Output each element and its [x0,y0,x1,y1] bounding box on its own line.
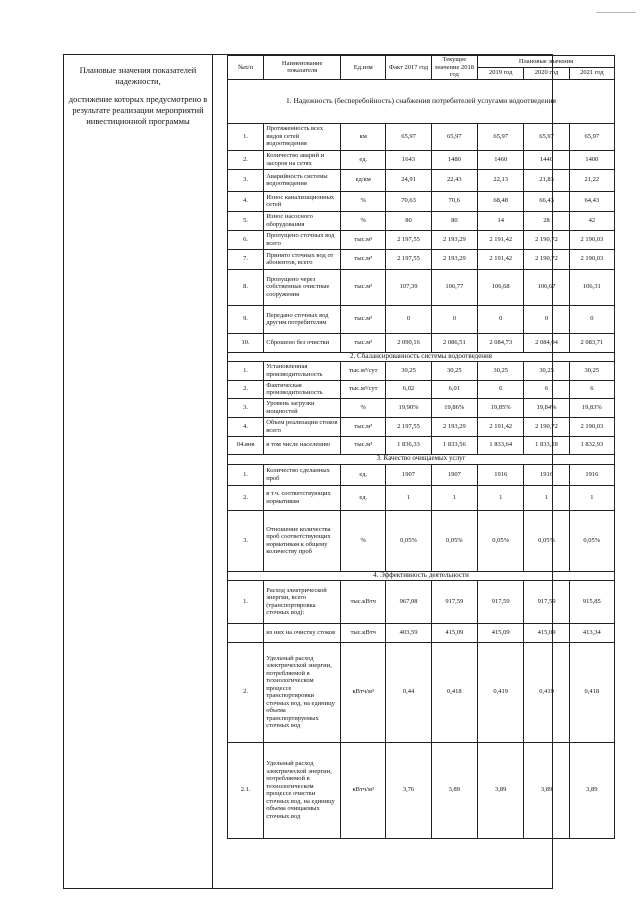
unit-cell: тыс.м³/сут [341,380,386,398]
value-plan-2020-cell: 66,43 [524,191,569,211]
value-plan-2019-cell: 30,25 [478,361,524,380]
value-current-2018-cell: 0,05% [431,510,477,571]
row-number-cell: 1. [228,464,264,485]
value-plan-2020-cell: 0,419 [524,642,569,742]
row-number-cell: 8. [228,269,264,305]
value-current-2018-cell: 106,77 [431,269,477,305]
section-header: 3. Качество очищаемых услуг [228,454,615,464]
value-plan-2020-cell: 19,84% [524,398,569,417]
value-plan-2020-cell: 30,25 [524,361,569,380]
value-fact-2017-cell: 0 [386,305,431,333]
row-number-cell: 5. [228,211,264,230]
indicator-name-cell: в т.ч. соответствующих нормативам [264,485,341,510]
table-row [228,123,615,150]
unit-cell: ед. [341,150,386,169]
unit-cell: тыс.м³ [341,436,386,454]
unit-cell: тыс.м³ [341,333,386,352]
indicator-name-cell: Объем реализации стоков всего [264,417,341,436]
section-header: 4. Эффективность деятельности [228,571,615,580]
value-current-2018-cell: 0,418 [431,642,477,742]
value-fact-2017-cell: 3,76 [386,742,431,838]
value-plan-2020-cell: 1 833,28 [524,436,569,454]
unit-cell: тыс.м³ [341,417,386,436]
value-plan-2019-cell: 106,68 [478,269,524,305]
value-current-2018-cell: 6,01 [431,380,477,398]
indicator-name-cell: Принято сточных вод от абонентов, всего [264,249,341,269]
value-current-2018-cell: 70,6 [431,191,477,211]
indicator-name-cell: Удельный расход электрической энергии, потребляемой в технологическом процессе очистки сточных вод, на единицу объема очищаемых сточных вод [264,742,341,838]
value-plan-2020-cell: 65,97 [524,123,569,150]
value-current-2018-cell: 1480 [431,150,477,169]
table-row [228,623,615,642]
value-plan-2021-cell: 0 [569,305,614,333]
indicator-name-cell: Расход электрической энергии, всего (транспортировка сточных вод): [264,580,341,623]
row-number-cell: 1. [228,580,264,623]
header-planned: Плановые значения [478,56,615,68]
value-plan-2021-cell: 30,25 [569,361,614,380]
row-number-cell: 2. [228,380,264,398]
value-plan-2020-cell: 1916 [524,464,569,485]
value-plan-2021-cell: 1 [569,485,614,510]
value-current-2018-cell: 415,09 [431,623,477,642]
row-number-cell: 3. [228,398,264,417]
indicator-name-cell: Уровень загрузки мощностей [264,398,341,417]
header-year-2021: 2021 год [569,67,614,79]
value-plan-2019-cell: 65,97 [478,123,524,150]
left-text-title: Плановые значения показателей надежности, [79,65,197,86]
document-sheet [63,54,604,889]
value-plan-2021-cell: 65,97 [569,123,614,150]
row-number-cell: 7. [228,249,264,269]
value-fact-2017-cell: 80 [386,211,431,230]
value-fact-2017-cell: 967,08 [386,580,431,623]
value-current-2018-cell: 2 086,51 [431,333,477,352]
table-row [228,230,615,249]
value-plan-2019-cell: 1 [478,485,524,510]
unit-cell: ед/км [341,169,386,191]
indicator-name-cell: Протяженность всех видов сетей водоотведения [264,123,341,150]
row-number-cell: 1. [228,123,264,150]
value-fact-2017-cell: 65,97 [386,123,431,150]
header-fact: Факт 2017 год [386,56,431,80]
value-plan-2021-cell: 19,83% [569,398,614,417]
value-plan-2021-cell: 2 190,03 [569,417,614,436]
row-number-cell: 2. [228,485,264,510]
value-plan-2020-cell: 2 084,04 [524,333,569,352]
table-row [228,436,615,454]
value-current-2018-cell: 0 [431,305,477,333]
row-number-cell: 2. [228,642,264,742]
header-unit: Ед.изм [341,56,386,80]
value-current-2018-cell: 65,97 [431,123,477,150]
value-fact-2017-cell: 0,44 [386,642,431,742]
value-plan-2020-cell: 6 [524,380,569,398]
value-plan-2020-cell: 21,83 [524,169,569,191]
value-fact-2017-cell: 0,05% [386,510,431,571]
value-plan-2019-cell: 0 [478,305,524,333]
indicator-name-cell: Износ канализационных сетей [264,191,341,211]
unit-cell: тыс.м³ [341,305,386,333]
value-plan-2020-cell: 2 190,72 [524,230,569,249]
value-plan-2020-cell: 917,59 [524,580,569,623]
value-plan-2021-cell: 1916 [569,464,614,485]
value-current-2018-cell: 2 193,29 [431,230,477,249]
value-plan-2020-cell: 106,67 [524,269,569,305]
value-plan-2021-cell: 3,89 [569,742,614,838]
value-fact-2017-cell: 1 [386,485,431,510]
row-number-cell: 3. [228,169,264,191]
unit-cell: тыс.кВтч [341,623,386,642]
table-row [228,485,615,510]
value-plan-2019-cell: 68,48 [478,191,524,211]
value-fact-2017-cell: 6,02 [386,380,431,398]
value-fact-2017-cell: 30,25 [386,361,431,380]
value-fact-2017-cell: 403,59 [386,623,431,642]
indicator-name-cell: в том числе населению [264,436,341,454]
table-row [228,380,615,398]
row-number-cell: 9. [228,305,264,333]
value-plan-2021-cell: 2 083,71 [569,333,614,352]
indicator-name-cell: Пропущено сточных вод всего [264,230,341,249]
value-plan-2021-cell: 0,418 [569,642,614,742]
row-number-cell: 4. [228,191,264,211]
left-description-column [64,55,213,888]
unit-cell: кВтч/м³ [341,642,386,742]
value-current-2018-cell: 3,89 [431,742,477,838]
table-row [228,150,615,169]
table-row [228,642,615,742]
value-plan-2021-cell: 0,05% [569,510,614,571]
value-fact-2017-cell: 1907 [386,464,431,485]
value-plan-2019-cell: 0,05% [478,510,524,571]
value-plan-2021-cell: 1400 [569,150,614,169]
value-current-2018-cell: 2 193,29 [431,417,477,436]
value-current-2018-cell: 1 833,56 [431,436,477,454]
value-plan-2019-cell: 0,419 [478,642,524,742]
value-plan-2021-cell: 1 832,93 [569,436,614,454]
value-fact-2017-cell: 107,39 [386,269,431,305]
value-plan-2021-cell: 106,31 [569,269,614,305]
value-current-2018-cell: 80 [431,211,477,230]
value-fact-2017-cell: 2 197,55 [386,230,431,249]
unit-cell: тыс.м³ [341,230,386,249]
row-number-cell: 04.янв [228,436,264,454]
table-row [228,464,615,485]
indicator-name-cell: Передано сточных вод другим потребителям [264,305,341,333]
value-fact-2017-cell: 2 197,55 [386,249,431,269]
indicator-name-cell: Сброшено без очистки [264,333,341,352]
table-row [228,269,615,305]
value-plan-2020-cell: 0,05% [524,510,569,571]
value-current-2018-cell: 22,43 [431,169,477,191]
value-plan-2020-cell: 1440 [524,150,569,169]
value-plan-2019-cell: 2 191,42 [478,417,524,436]
row-number-cell: 1. [228,361,264,380]
value-plan-2021-cell: 2 190,03 [569,249,614,269]
table-row [228,417,615,436]
indicator-name-cell: Аварийность системы водоотведения [264,169,341,191]
table-row [228,191,615,211]
indicator-name-cell: Пропущено через собственные очистные сооружения [264,269,341,305]
table-row [228,305,615,333]
row-number-cell: 2.1. [228,742,264,838]
table-row [228,333,615,352]
indicator-name-cell: Удельный расход электрической энергии, потребляемой в технологическом процессе транспортировки сточных вод, на единицу объема транспортируемых сточных вод [264,642,341,742]
row-number-cell: 10. [228,333,264,352]
section-header: 2. Сбалансированность системы водоотведения [228,352,615,361]
value-plan-2019-cell: 1916 [478,464,524,485]
header-name: Наименование показателя [264,56,341,80]
value-current-2018-cell: 1 [431,485,477,510]
header-year-2020: 2020 год [524,67,569,79]
indicator-name-cell: Установленная производительность [264,361,341,380]
row-number-cell: 3. [228,510,264,571]
value-plan-2019-cell: 2 084,73 [478,333,524,352]
value-plan-2020-cell: 2 190,72 [524,249,569,269]
value-plan-2021-cell: 42 [569,211,614,230]
value-fact-2017-cell: 19,90% [386,398,431,417]
left-text-description: достижение которых предусмотрено в результате реализации мероприятий инвестиционной программы [68,94,208,126]
value-plan-2019-cell: 1460 [478,150,524,169]
unit-cell: % [341,510,386,571]
value-fact-2017-cell: 1 836,33 [386,436,431,454]
value-current-2018-cell: 30,25 [431,361,477,380]
indicator-name-cell: Фактическая производительность [264,380,341,398]
unit-cell: тыс.м³/сут [341,361,386,380]
value-plan-2020-cell: 2 190,72 [524,417,569,436]
indicator-name-cell: из них на очистку стоков [264,623,341,642]
value-current-2018-cell: 1907 [431,464,477,485]
table-row [228,361,615,380]
table-row [228,510,615,571]
value-plan-2021-cell: 2 190,03 [569,230,614,249]
table-row [228,742,615,838]
unit-cell: тыс.м³ [341,269,386,305]
row-number-cell: 2. [228,150,264,169]
value-plan-2021-cell: 915,85 [569,580,614,623]
value-current-2018-cell: 19,86% [431,398,477,417]
value-plan-2021-cell: 21,22 [569,169,614,191]
value-plan-2021-cell: 6 [569,380,614,398]
value-plan-2019-cell: 19,85% [478,398,524,417]
value-plan-2020-cell: 28 [524,211,569,230]
top-edge-mark [596,12,636,13]
header-current: Текущее значение 2018 год [431,56,477,80]
value-plan-2020-cell: 415,09 [524,623,569,642]
unit-cell: ед. [341,464,386,485]
indicator-name-cell: Количество аварий и засоров на сетях [264,150,341,169]
value-plan-2019-cell: 6 [478,380,524,398]
value-fact-2017-cell: 2 197,55 [386,417,431,436]
value-plan-2019-cell: 2 191,42 [478,249,524,269]
value-plan-2019-cell: 917,59 [478,580,524,623]
value-current-2018-cell: 2 193,29 [431,249,477,269]
indicators-table [227,55,615,839]
value-plan-2019-cell: 14 [478,211,524,230]
unit-cell: % [341,191,386,211]
value-plan-2020-cell: 0 [524,305,569,333]
unit-cell: тыс.м³ [341,249,386,269]
value-current-2018-cell: 917,59 [431,580,477,623]
table-row [228,211,615,230]
value-plan-2021-cell: 413,34 [569,623,614,642]
unit-cell: кВтч/м³ [341,742,386,838]
table-row [228,398,615,417]
value-plan-2021-cell: 64,43 [569,191,614,211]
value-plan-2019-cell: 22,13 [478,169,524,191]
indicator-name-cell: Отношение количества проб соответствующих нормативам к общему количеству проб [264,510,341,571]
header-year-2019: 2019 год [478,67,524,79]
value-fact-2017-cell: 1643 [386,150,431,169]
value-plan-2019-cell: 3,89 [478,742,524,838]
value-plan-2020-cell: 1 [524,485,569,510]
value-plan-2019-cell: 1 833,64 [478,436,524,454]
table-row [228,249,615,269]
value-plan-2020-cell: 3,89 [524,742,569,838]
value-fact-2017-cell: 24,91 [386,169,431,191]
unit-cell: % [341,211,386,230]
indicator-name-cell: Износ насосного оборудования [264,211,341,230]
unit-cell: км [341,123,386,150]
indicator-name-cell: Количество сделанных проб [264,464,341,485]
value-plan-2019-cell: 2 191,42 [478,230,524,249]
table-row [228,169,615,191]
row-number-cell: 4. [228,417,264,436]
section-header: 1. Надежность (бесперебойность) снабжения потребителей услугами водоотведения [228,79,615,123]
unit-cell: тыс.кВтч [341,580,386,623]
header-num: №п/п [228,56,264,80]
value-plan-2019-cell: 415,09 [478,623,524,642]
row-number-cell: 6. [228,230,264,249]
table-row [228,580,615,623]
unit-cell: % [341,398,386,417]
row-number-cell [228,623,264,642]
value-fact-2017-cell: 2 090,16 [386,333,431,352]
value-fact-2017-cell: 70,63 [386,191,431,211]
unit-cell: ед. [341,485,386,510]
